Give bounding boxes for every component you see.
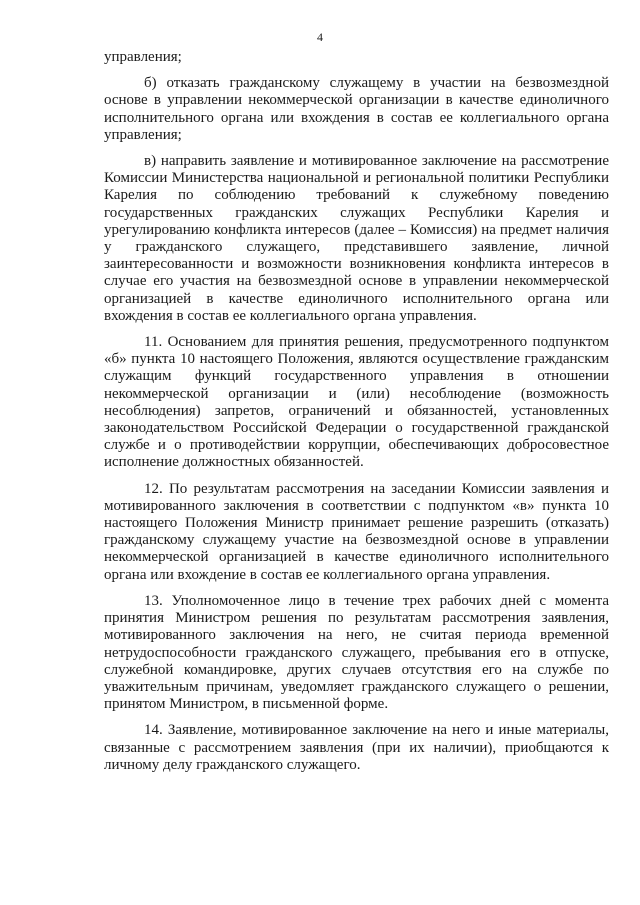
document-body bbox=[104, 49, 609, 783]
paragraph-item-13: 13. Уполномоченное лицо в течение трех рабочих дней с момента принятия Министром решения по результатам рассмотрения заявления, мотивированного заключения на него, не считая периода временной нетрудоспособности гражданского служащего, пребывания его в отпуске, служебной командировке, других случаев отсутствия его на службе по уважительным причинам, уведомляет гражданского служащего о решении, принятом Министром, в письменной форме. bbox=[104, 592, 609, 713]
paragraph-continuation: управления; bbox=[104, 49, 182, 65]
paragraph-item-12: 12. По результатам рассмотрения на заседании Комиссии заявления и мотивированного заключения в соответствии с подпунктом «в» пункта 10 настоящего Положения Министр принимает решение разрешить (отказать) гражданскому служащему участие на безвозмездной основе в управлении некоммерческой организацией в качестве единоличного исполнительного органа или вхождение в состав ее коллегиального органа управления. bbox=[104, 480, 609, 583]
paragraph-item-11: 11. Основанием для принятия решения, предусмотренного подпунктом «б» пункта 10 настоящего Положения, являются осуществление гражданским служащим функций государственного управления в отношении некоммерческой организации и (или) несоблюдение (возможность несоблюдения) запретов, ограничений и обязанностей, установленных законодательством Российской Федерации о государственной гражданской службе и о противодействии коррупции, обеспечивающих добросовестное исполнение должностных обязанностей. bbox=[104, 334, 609, 471]
paragraph-subitem-v: в) направить заявление и мотивированное заключение на рассмотрение Комиссии Министерства национальной и региональной политики Республики Карелия по соблюдению требований к служебному поведению государственных гражданских служащих Республики Карелия и урегулированию конфликта интересов (далее – Комиссия) на предмет наличия у гражданского служащего, представившего заявление, личной заинтересованности и возможности возникновения конфликта интересов в случае его участия на безвозмездной основе в управлении некоммерческой организацией в качестве единоличного исполнительного органа или вхождения в состав ее коллегиального органа управления. bbox=[104, 153, 609, 324]
page-number: 4 bbox=[317, 30, 323, 44]
paragraph-subitem-b: б) отказать гражданскому служащему в участии на безвозмездной основе в управлении некоммерческой организации в качестве единоличного исполнительного органа или вхождения в состав ее коллегиального органа управления; bbox=[104, 75, 609, 143]
paragraph-item-14: 14. Заявление, мотивированное заключение на него и иные материалы, связанные с рассмотрением заявления (при их наличии), приобщаются к личному делу гражданского служащего. bbox=[104, 722, 609, 773]
